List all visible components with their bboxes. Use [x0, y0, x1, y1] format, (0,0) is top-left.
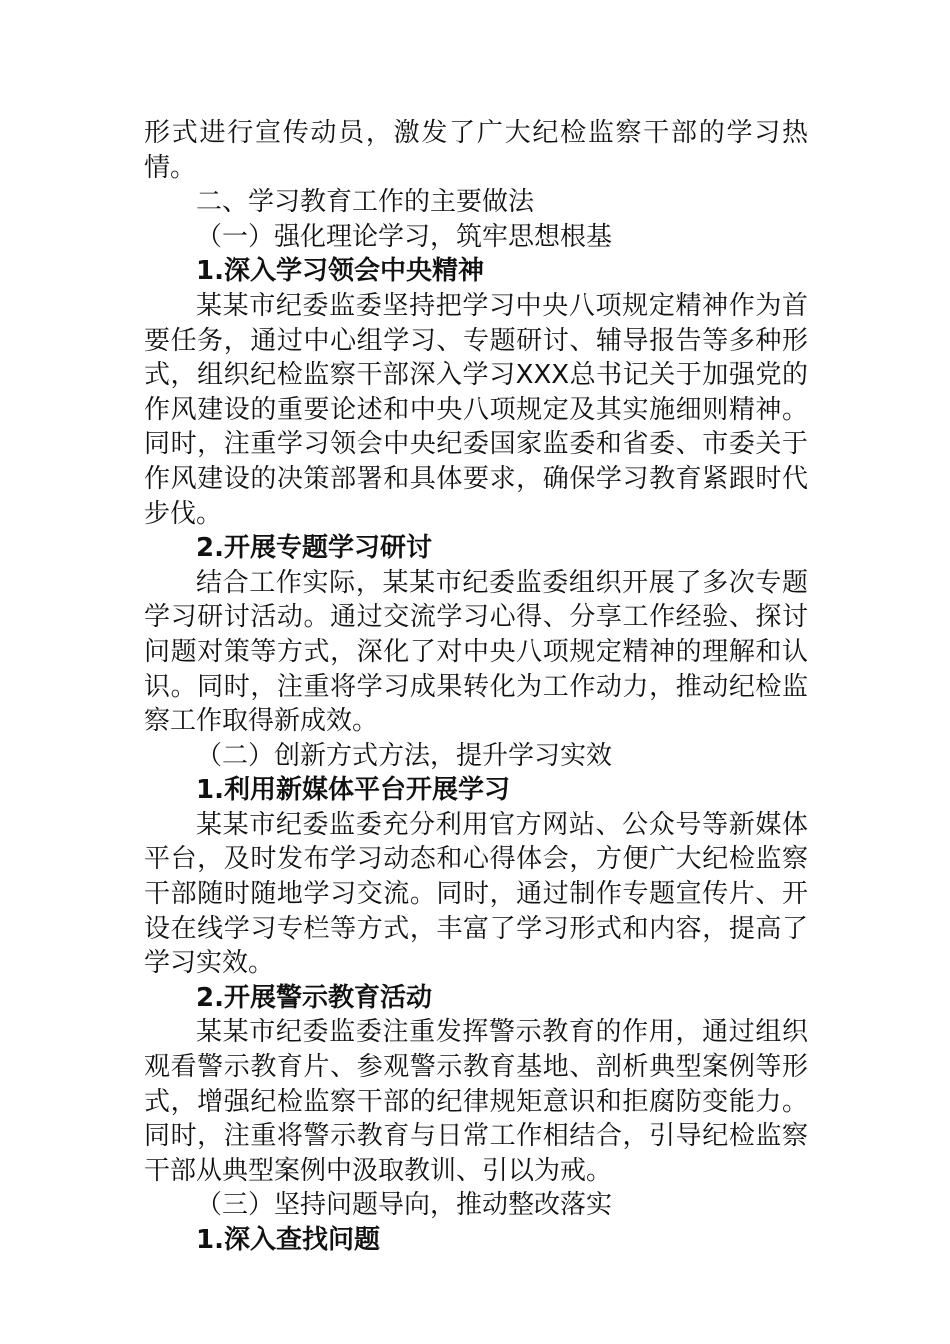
subsection-heading: （一）强化理论学习，筑牢思想根基	[196, 221, 613, 252]
item-heading: 2.开展警示教育活动	[196, 982, 432, 1013]
continuation-paragraph: 形式进行宣传动员，激发了广大纪检监察干部的学习热情。	[144, 118, 808, 183]
section-heading: 二、学习教育工作的主要做法	[196, 187, 535, 218]
body-paragraph: 某某市纪委监委注重发挥警示教育的作用，通过组织观看警示教育片、参观警示教育基地、剖析典型案例等形式，增强纪检监察干部的纪律规矩意识和拒腐防变能力。同时，注重将警示教育与日常工作相结合，引导纪检监察干部从典型案例中汲取教训、引以为戒。	[144, 1017, 808, 1186]
document-body	[144, 116, 808, 1258]
body-paragraph: 某某市纪委监委充分利用官方网站、公众号等新媒体平台，及时发布学习动态和心得体会，方便广大纪检监察干部随时随地学习交流。同时，通过制作专题宣传片、开设在线学习专栏等方式，丰富了学习形式和内容，提高了学习实效。	[144, 809, 808, 979]
item-heading: 1.深入学习领会中央精神	[196, 256, 484, 287]
item-heading: 1.深入查找问题	[196, 1225, 380, 1255]
item-heading: 2.开展专题学习研讨	[196, 533, 432, 564]
body-paragraph: 结合工作实际，某某市纪委监委组织开展了多次专题学习研讨活动。通过交流学习心得、分享工作经验、探讨问题对策等方式，深化了对中央八项规定精神的理解和认识。同时，注重将学习成果转化为工作动力，推动纪检监察工作取得新成效。	[144, 567, 808, 737]
subsection-heading: （二）创新方式方法，提升学习实效	[196, 740, 613, 771]
body-paragraph: 某某市纪委监委坚持把学习中央八项规定精神作为首要任务，通过中心组学习、专题研讨、辅导报告等多种形式，组织纪检监察干部深入学习XXX总书记关于加强党的作风建设的重要论述和中央八项规定及其实施细则精神。同时，注重学习领会中央纪委国家监委和省委、市委关于作风建设的决策部署和具体要求，确保学习教育紧跟时代步伐。	[144, 290, 808, 529]
subsection-heading: （三）坚持问题导向，推动整改落实	[196, 1190, 613, 1221]
item-heading: 1.利用新媒体平台开展学习	[196, 775, 510, 806]
